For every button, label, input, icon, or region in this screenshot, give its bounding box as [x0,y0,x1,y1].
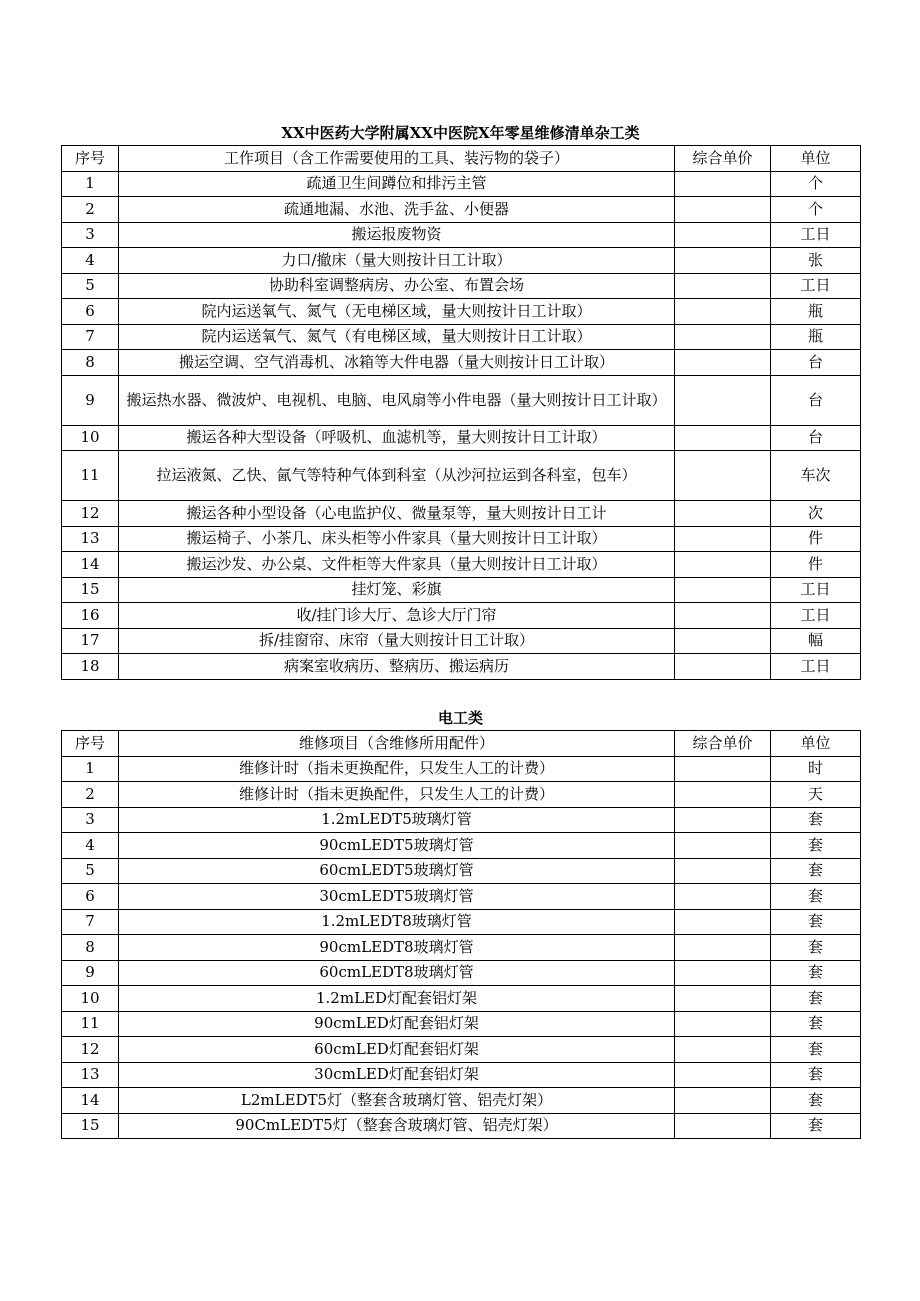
row-item: 搬运各种小型设备（心电监护仪、微量泵等，量大则按计日工计 [119,501,675,527]
row-item: 疏通卫生间蹲位和排污主管 [119,171,675,197]
row-unit: 工日 [771,222,861,248]
row-unit: 工日 [771,654,861,680]
table-row [62,552,861,578]
table-row [62,654,861,680]
row-item: 搬运报废物资 [119,222,675,248]
header-no: 序号 [62,146,119,172]
row-number: 9 [62,375,119,425]
row-number: 12 [62,1037,119,1063]
row-unit: 套 [771,807,861,833]
table-row [62,1088,861,1114]
row-item: 搬运空调、空气消毒机、冰箱等大件电器（量大则按计日工计取） [119,350,675,376]
row-number: 3 [62,807,119,833]
table-row [62,884,861,910]
row-price [675,273,771,299]
row-price [675,248,771,274]
row-unit: 台 [771,350,861,376]
table-row [62,756,861,782]
row-item: 90cmLED灯配套铝灯架 [119,1011,675,1037]
row-unit: 套 [771,833,861,859]
table-row [62,935,861,961]
table-row [62,807,861,833]
row-price [675,222,771,248]
row-price [675,986,771,1012]
row-unit: 工日 [771,273,861,299]
row-item: 院内运送氧气、氮气（有电梯区域，量大则按计日工计取） [119,324,675,350]
row-item: 挂灯笼、彩旗 [119,577,675,603]
table-row [62,375,861,425]
row-price [675,501,771,527]
row-price [675,375,771,425]
row-number: 14 [62,1088,119,1114]
row-price [675,782,771,808]
row-price [675,884,771,910]
table-row [62,425,861,451]
row-item: 60cmLED灯配套铝灯架 [119,1037,675,1063]
row-unit: 套 [771,935,861,961]
row-number: 15 [62,577,119,603]
row-number: 3 [62,222,119,248]
row-number: 10 [62,425,119,451]
misc-labor-section [61,121,860,680]
row-price [675,858,771,884]
row-item: 60cmLEDT5玻璃灯管 [119,858,675,884]
row-price [675,350,771,376]
row-price [675,1011,771,1037]
row-number: 6 [62,884,119,910]
header-unit: 单位 [771,731,861,757]
row-unit: 瓶 [771,324,861,350]
table-row [62,299,861,325]
row-item: 拉运液氮、乙快、氤气等特种气体到科室（从沙河拉运到各科室，包车） [119,451,675,501]
row-price [675,552,771,578]
row-unit: 瓶 [771,299,861,325]
row-price [675,324,771,350]
row-item: 1.2mLEDT8玻璃灯管 [119,909,675,935]
row-number: 2 [62,782,119,808]
row-unit: 次 [771,501,861,527]
row-price [675,654,771,680]
row-price [675,451,771,501]
table-row [62,909,861,935]
row-unit: 件 [771,552,861,578]
row-price [675,909,771,935]
table-row [62,324,861,350]
row-number: 12 [62,501,119,527]
row-item: 维修计时（指未更换配件，只发生人工的计费） [119,782,675,808]
misc-labor-table [61,145,861,680]
row-unit: 套 [771,1088,861,1114]
header-unit: 单位 [771,146,861,172]
table-row [62,577,861,603]
row-item: 维修计时（指未更换配件，只发生人工的计费） [119,756,675,782]
table-row [62,1113,861,1139]
row-item: 30cmLED灯配套铝灯架 [119,1062,675,1088]
row-item: 收/挂门诊大厅、急诊大厅门帘 [119,603,675,629]
row-price [675,1037,771,1063]
row-unit: 套 [771,858,861,884]
row-unit: 台 [771,425,861,451]
row-number: 16 [62,603,119,629]
table-row [62,451,861,501]
row-price [675,960,771,986]
row-unit: 天 [771,782,861,808]
row-price [675,526,771,552]
row-item: 拆/挂窗帘、床帘（量大则按计日工计取） [119,628,675,654]
row-number: 8 [62,350,119,376]
row-item: 90CmLEDT5灯（整套含玻璃灯管、铝壳灯架） [119,1113,675,1139]
row-item: 病案室收病历、整病历、搬运病历 [119,654,675,680]
row-item: 搬运椅子、小茶几、床头柜等小件家具（量大则按计日工计取） [119,526,675,552]
row-price [675,756,771,782]
electrical-title: 电工类 [437,709,483,727]
row-number: 7 [62,909,119,935]
table-header-row [62,146,861,172]
row-price [675,577,771,603]
row-unit: 工日 [771,577,861,603]
row-price [675,935,771,961]
row-item: 协助科室调整病房、办公室、布置会场 [119,273,675,299]
row-price [675,299,771,325]
row-number: 11 [62,451,119,501]
row-unit: 套 [771,960,861,986]
row-unit: 套 [771,1062,861,1088]
table-row [62,526,861,552]
row-item: 搬运热水器、微波炉、电视机、电脑、电风扇等小件电器（量大则按计日工计取） [119,375,675,425]
row-unit: 幅 [771,628,861,654]
row-unit: 套 [771,1037,861,1063]
row-price [675,603,771,629]
electrical-rows [62,756,861,1139]
row-price [675,628,771,654]
row-unit: 台 [771,375,861,425]
row-number: 5 [62,858,119,884]
row-number: 11 [62,1011,119,1037]
row-number: 4 [62,833,119,859]
row-item: 疏通地漏、水池、洗手盆、小便器 [119,197,675,223]
row-item: 1.2mLED灯配套铝灯架 [119,986,675,1012]
row-number: 8 [62,935,119,961]
table-row [62,858,861,884]
table-row [62,628,861,654]
header-item: 维修项目（含维修所用配件） [119,731,675,757]
row-unit: 套 [771,884,861,910]
header-no: 序号 [62,731,119,757]
row-unit: 套 [771,909,861,935]
row-item: 力口/撤床（量大则按计日工计取） [119,248,675,274]
row-number: 9 [62,960,119,986]
row-number: 17 [62,628,119,654]
table-row [62,1037,861,1063]
row-number: 6 [62,299,119,325]
table-row [62,248,861,274]
row-unit: 时 [771,756,861,782]
table-row [62,603,861,629]
table-row [62,171,861,197]
table-row [62,350,861,376]
row-number: 10 [62,986,119,1012]
row-item: 30cmLEDT5玻璃灯管 [119,884,675,910]
row-number: 15 [62,1113,119,1139]
electrical-table [61,730,861,1139]
table-row [62,960,861,986]
row-item: 60cmLEDT8玻璃灯管 [119,960,675,986]
row-number: 1 [62,171,119,197]
table-row [62,782,861,808]
row-unit: 工日 [771,603,861,629]
row-unit: 套 [771,1011,861,1037]
misc-labor-rows [62,171,861,679]
header-item: 工作项目（含工作需要使用的工具、装污物的袋子） [119,146,675,172]
row-item: 90cmLEDT5玻璃灯管 [119,833,675,859]
row-price [675,425,771,451]
row-unit: 个 [771,197,861,223]
row-number: 18 [62,654,119,680]
table-row [62,222,861,248]
table-row [62,197,861,223]
row-unit: 张 [771,248,861,274]
table-row [62,986,861,1012]
row-price [675,1113,771,1139]
table-row [62,1062,861,1088]
row-number: 4 [62,248,119,274]
row-unit: 个 [771,171,861,197]
row-price [675,197,771,223]
row-item: 90cmLEDT8玻璃灯管 [119,935,675,961]
row-number: 5 [62,273,119,299]
table-row [62,1011,861,1037]
row-number: 13 [62,526,119,552]
table-row [62,273,861,299]
row-number: 7 [62,324,119,350]
row-unit: 套 [771,1113,861,1139]
row-number: 13 [62,1062,119,1088]
row-item: 1.2mLEDT5玻璃灯管 [119,807,675,833]
row-price [675,833,771,859]
row-number: 14 [62,552,119,578]
row-unit: 件 [771,526,861,552]
row-item: L2mLEDT5灯（整套含玻璃灯管、铝壳灯架） [119,1088,675,1114]
table-row [62,501,861,527]
electrical-section [61,706,860,1139]
header-price: 综合单价 [675,146,771,172]
row-price [675,171,771,197]
row-price [675,1062,771,1088]
row-item: 院内运送氧气、氮气（无电梯区域，量大则按计日工计取） [119,299,675,325]
misc-labor-title: XX中医药大学附属XX中医院X年零星维修清单杂工类 [281,124,640,142]
table-row [62,833,861,859]
row-unit: 车次 [771,451,861,501]
row-item: 搬运沙发、办公桌、文件柜等大件家具（量大则按计日工计取） [119,552,675,578]
row-unit: 套 [771,986,861,1012]
row-item: 搬运各种大型设备（呼吸机、血滤机等，量大则按计日工计取） [119,425,675,451]
table-header-row [62,731,861,757]
row-number: 1 [62,756,119,782]
row-price [675,1088,771,1114]
row-price [675,807,771,833]
header-price: 综合单价 [675,731,771,757]
row-number: 2 [62,197,119,223]
